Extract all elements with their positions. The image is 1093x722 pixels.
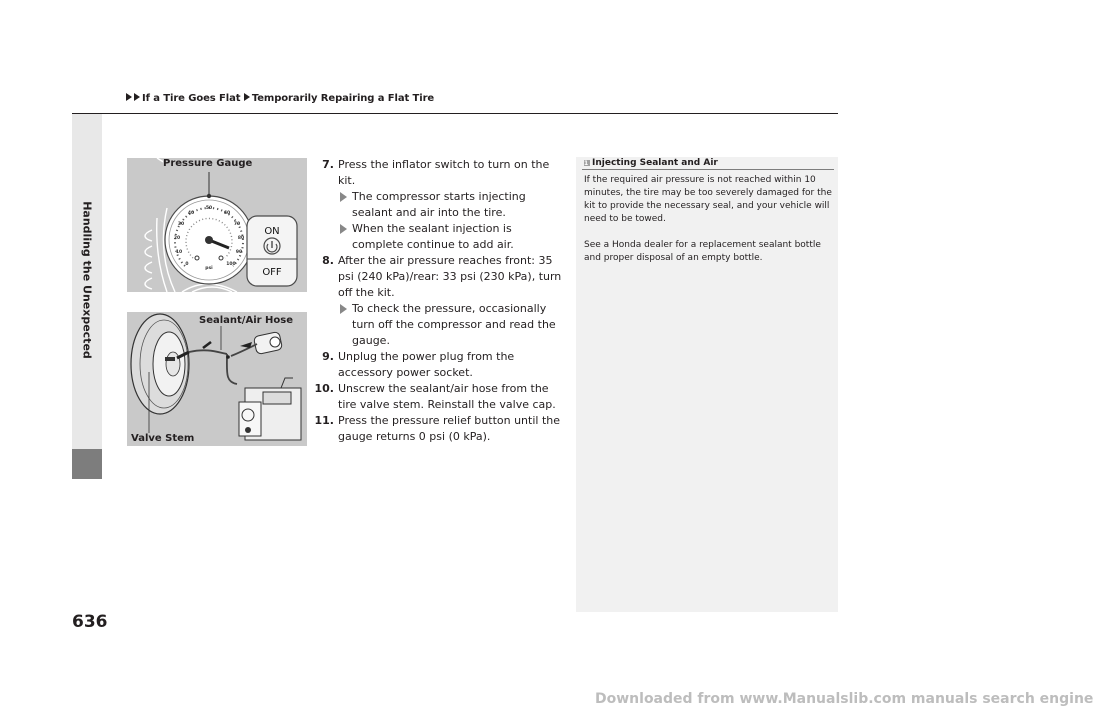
header-rule <box>72 113 838 114</box>
step-text: After the air pressure reaches front: 35 psi (240 kPa)/rear: 33 psi (230 kPa), turn off the kit. <box>338 254 562 299</box>
step-text: Press the inflator switch to turn on the kit. <box>338 158 550 187</box>
gauge-tick: 0 <box>185 262 189 267</box>
note-title-text: Injecting Sealant and Air <box>592 158 718 168</box>
step-subtext: To check the pressure, occasionally turn off the compressor and read the gauge. <box>352 302 556 347</box>
result-arrow-icon <box>340 304 347 314</box>
step-number: 7. <box>322 158 334 171</box>
gauge-tick: 30 <box>177 222 185 227</box>
gauge-unit: psi <box>205 266 213 271</box>
pressure-gauge-figure <box>127 158 307 292</box>
step-subtext: The compressor starts injecting sealant and air into the tire. <box>352 190 526 219</box>
step-item <box>312 349 564 381</box>
breadcrumb-item[interactable]: If a Tire Goes Flat <box>142 93 241 104</box>
step-number: 8. <box>322 254 334 267</box>
step-text: Press the pressure relief button until the gauge returns 0 psi (0 kPa). <box>338 414 560 443</box>
pressure-gauge-label: Pressure Gauge <box>163 158 253 169</box>
step-item <box>312 253 564 301</box>
note-marker-icon: 1 <box>584 160 589 167</box>
section-tab[interactable] <box>72 449 102 479</box>
gauge-tick: 80 <box>237 236 245 241</box>
breadcrumb-arrow-icon <box>126 93 132 101</box>
gauge-tick: 90 <box>235 250 243 255</box>
pressure-gauge-illustration <box>127 158 307 292</box>
footer-watermark[interactable]: Downloaded from www.Manualslib.com manuals search engine <box>595 691 1093 707</box>
breadcrumb <box>126 93 434 104</box>
breadcrumb-arrow-icon <box>134 93 140 101</box>
breadcrumb-item[interactable]: Temporarily Repairing a Flat Tire <box>251 93 435 104</box>
step-number: 11. <box>314 414 334 427</box>
step-text: Unplug the power plug from the accessory power socket. <box>338 350 515 379</box>
step-subtext: When the sealant injection is complete continue to add air. <box>352 222 514 251</box>
gauge-tick: 70 <box>233 222 241 227</box>
switch-on-label: ON <box>264 226 280 237</box>
step-subitem <box>312 221 564 253</box>
page-number: 636 <box>72 612 108 632</box>
note-rule <box>582 169 834 170</box>
gauge-tick: 60 <box>223 211 231 216</box>
gauge-tick: 100 <box>226 262 236 267</box>
gauge-tick: 10 <box>175 250 183 255</box>
step-number: 10. <box>314 382 334 395</box>
step-number: 9. <box>322 350 334 363</box>
valve-stem-label: Valve Stem <box>131 433 195 444</box>
sealant-hose-illustration <box>127 312 307 446</box>
step-item <box>312 413 564 445</box>
note-paragraph: If the required air pressure is not reached within 10 minutes, the tire may be too severely damaged for the kit to provide the necessary seal, and your vehicle will need to be towed. <box>584 175 832 224</box>
step-subitem <box>312 189 564 221</box>
instruction-steps <box>312 157 564 445</box>
gauge-tick: 40 <box>187 211 195 216</box>
switch-off-label: OFF <box>262 267 282 278</box>
step-item <box>312 157 564 189</box>
note-paragraph: See a Honda dealer for a replacement sealant bottle and proper disposal of an empty bottle. <box>584 240 821 263</box>
step-text: Unscrew the sealant/air hose from the tire valve stem. Reinstall the valve cap. <box>338 382 556 411</box>
gauge-tick: 50 <box>205 206 213 211</box>
note-title <box>584 158 718 168</box>
result-arrow-icon <box>340 224 347 234</box>
section-title: Handling the Unexpected <box>80 201 94 359</box>
breadcrumb-arrow-icon <box>244 93 250 101</box>
result-arrow-icon <box>340 192 347 202</box>
step-item <box>312 381 564 413</box>
note-body <box>584 174 832 278</box>
step-subitem <box>312 301 564 349</box>
sealant-hose-label: Sealant/Air Hose <box>199 315 294 326</box>
sealant-hose-figure <box>127 312 307 446</box>
gauge-tick: 20 <box>173 236 181 241</box>
